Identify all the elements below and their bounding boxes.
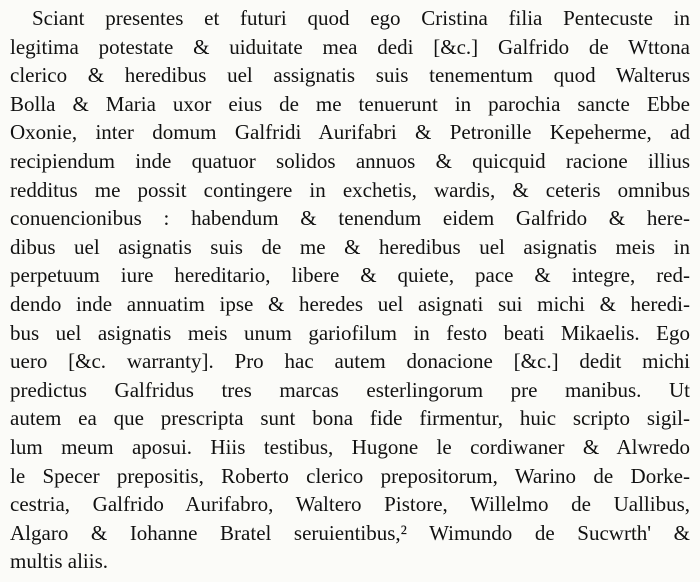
text-line: recipiendum inde quatuor solidos annuos & quicquid racione illius [10, 148, 690, 173]
text-line: redditus me possit contingere in exchetis, wardis, & ceteris omnibus [10, 177, 690, 202]
text-line: autem ea que prescripta sunt bona fide firmentur, huic scripto sigil- [10, 406, 690, 431]
text-line: bus uel asignatis meis unum gariofilum in festo beati Mikaelis. Ego [10, 320, 690, 345]
text-line: dendo inde annuatim ipse & heredes uel asignati sui michi & heredi- [10, 291, 690, 316]
text-line: multis aliis. [10, 549, 109, 574]
text-line: predictus Galfridus tres marcas esterlingorum pre manibus. Ut [10, 377, 690, 402]
text-line: cestria, Galfrido Aurifabro, Waltero Pistore, Willelmo de Uallibus, [10, 492, 690, 517]
text-line: legitima potestate & uiduitate mea dedi [&c.] Galfrido de Wttona [10, 34, 690, 59]
text-line: Sciant presentes et futuri quod ego Cristina filia Pentecuste in [32, 6, 690, 30]
text-line: conuencionibus : habendum & tenendum eidem Galfrido & here- [10, 206, 690, 231]
text-line: Oxonie, inter domum Galfridi Aurifabri & Petronille Kepeherme, ad [10, 120, 690, 145]
text-line: dibus uel asignatis suis de me & heredibus uel asignatis meis in [10, 234, 690, 259]
text-line: clerico & heredibus uel assignatis suis tenementum quod Walterus [10, 63, 690, 88]
text-line: uero [&c. warranty]. Pro hac autem donacione [&c.] dedit michi [10, 349, 690, 374]
text-line: Bolla & Maria uxor eius de me tenuerunt in parochia sancte Ebbe [10, 91, 690, 116]
text-line: lum meum aposui. Hiis testibus, Hugone le cordiwaner & Alwredo [10, 434, 690, 459]
text-line: le Specer prepositis, Roberto clerico prepositorum, Warino de Dorke- [10, 463, 690, 488]
text-line: Algaro & Iohanne Bratel seruientibus,² Wimundo de Sucwrth' & [10, 520, 690, 545]
text-line: perpetuum iure hereditario, libere & quiete, pace & integre, red- [10, 263, 690, 288]
